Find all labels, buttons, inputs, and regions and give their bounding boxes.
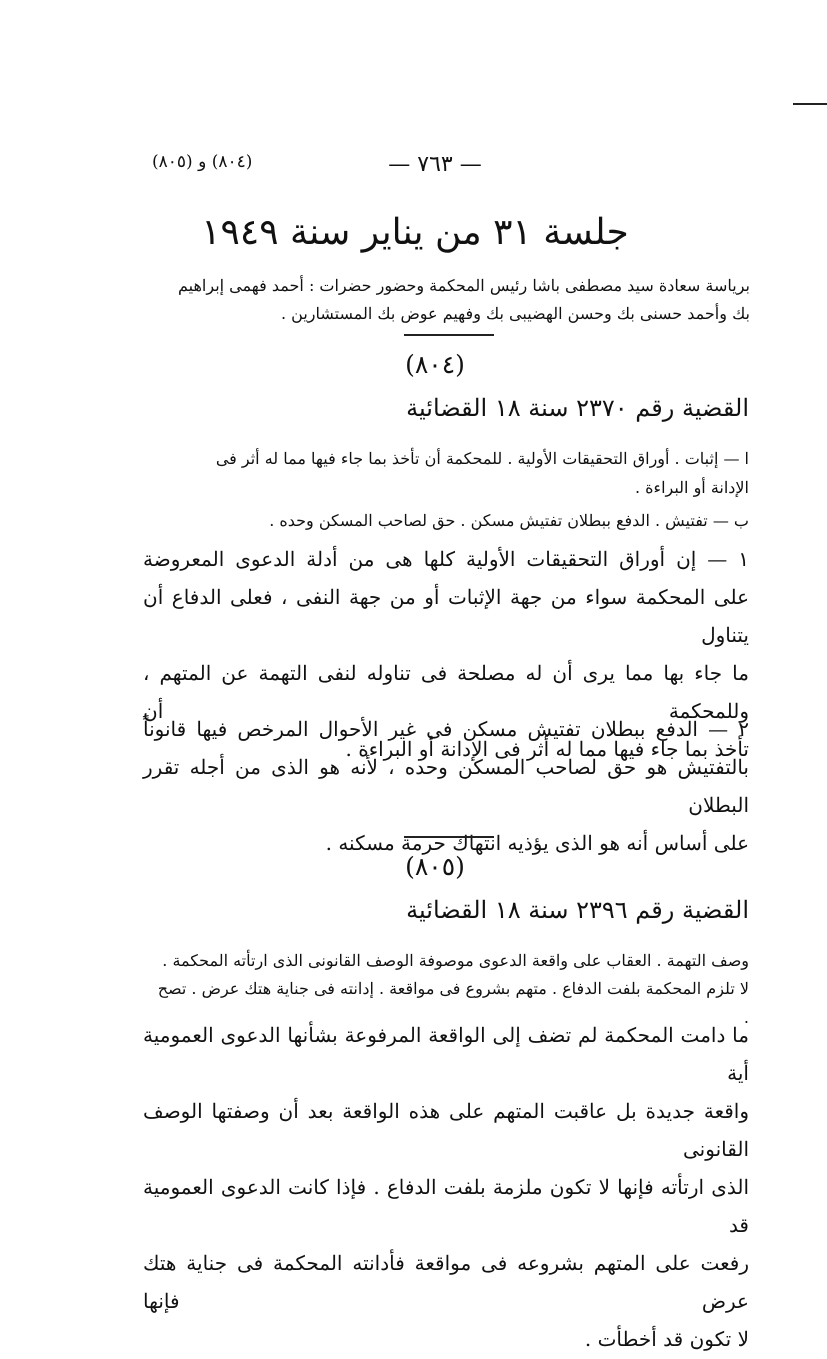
paragraph-line: على أساس أنه هو الذى يؤذيه انتهاك حرمة مسكنه . xyxy=(325,831,749,855)
headnote-line: لا تلزم المحكمة بلفت الدفاع . متهم بشروع فى مواقعة . إدانته فى جناية هتك عرض . تصح . xyxy=(157,979,749,1027)
headnote-line: وصف التهمة . العقاب على واقعة الدعوى موصوفة الوصف القانونى الذى ارتأته المحكمة . xyxy=(162,951,749,970)
paragraph-line: على المحكمة سواء من جهة الإثبات أو من جهة النفى ، فعلى الدفاع أن يتناول xyxy=(143,585,749,647)
paragraph-line: تأخذ بما جاء فيها مما له أثر فى الإدانة أو البراءة . xyxy=(345,737,749,761)
session-title: جلسة ٣١ من يناير سنة ١٩٤٩ xyxy=(201,212,629,253)
section-divider xyxy=(404,334,494,336)
case-references: (٨٠٤) و (٨٠٥) xyxy=(152,152,253,172)
paragraph-line: ٢ — الدفع ببطلان تفتيش مسكن فى غير الأحوال المرخص فيها قانوناً xyxy=(143,717,749,741)
ruling-paragraph xyxy=(143,710,749,862)
headnote-line: الإدانة أو البراءة . xyxy=(634,478,749,497)
paragraph-line: الذى ارتأته فإنها لا تكون ملزمة بلفت الدفاع . فإذا كانت الدعوى العمومية قد xyxy=(143,1175,749,1237)
headnote xyxy=(149,946,749,975)
paragraph-line: ١ — إن أوراق التحقيقات الأولية كلها هى من أدلة الدعوى المعروضة xyxy=(143,547,749,571)
headnote-line: ا — إثبات . أوراق التحقيقات الأولية . للمحكمة أن تأخذ بما جاء فيها مما له أثر فى xyxy=(215,449,749,468)
headnote xyxy=(149,444,749,502)
paragraph-line: ما دامت المحكمة لم تضف إلى الواقعة المرفوعة بشأنها الدعوى العمومية أية xyxy=(143,1023,749,1085)
headnote-line: ب — تفتيش . الدفع ببطلان تفتيش مسكن . حق لصاحب المسكن وحده . xyxy=(269,511,749,530)
paragraph-line: بالتفتيش هو حق لصاحب المسكن وحده ، لأنه هو الذى من أجله تقرر البطلان xyxy=(143,755,749,817)
paragraph-line: رفعت على المتهم بشروعه فى مواقعة فأدانته المحكمة فى جناية هتك عرض فإنها xyxy=(143,1251,749,1313)
case-heading: القضية رقم ٢٣٧٠ سنة ١٨ القضائية xyxy=(406,394,749,422)
headnote xyxy=(149,506,749,535)
case-number: (٨٠٥) xyxy=(405,852,465,881)
paragraph-line: واقعة جديدة بل عاقبت المتهم على هذه الواقعة بعد أن وصفتها الوصف القانونى xyxy=(143,1099,749,1161)
presidency-line: بك وأحمد حسنى بك وحسن الهضيبى بك وفهيم عوض بك المستشارين . xyxy=(280,304,750,323)
page-number: — ٧٦٣ — xyxy=(388,152,482,177)
case-heading: القضية رقم ٢٣٩٦ سنة ١٨ القضائية xyxy=(406,896,749,924)
section-divider xyxy=(404,836,494,838)
paragraph-line: ما جاء بها مما يرى أن له مصلحة فى تناوله لنفى التهمة عن المتهم ، وللمحكمة أن xyxy=(143,661,749,723)
presidency-line: برياسة سعادة سيد مصطفى باشا رئيس المحكمة وحضور حضرات : أحمد فهمى إبراهيم xyxy=(178,276,750,295)
case-number: (٨٠٤) xyxy=(405,350,465,379)
presidency-statement xyxy=(150,272,750,328)
ruling-paragraph xyxy=(143,1016,749,1358)
edge-rule xyxy=(793,103,827,105)
paragraph-line: لا تكون قد أخطأت . xyxy=(584,1327,749,1351)
